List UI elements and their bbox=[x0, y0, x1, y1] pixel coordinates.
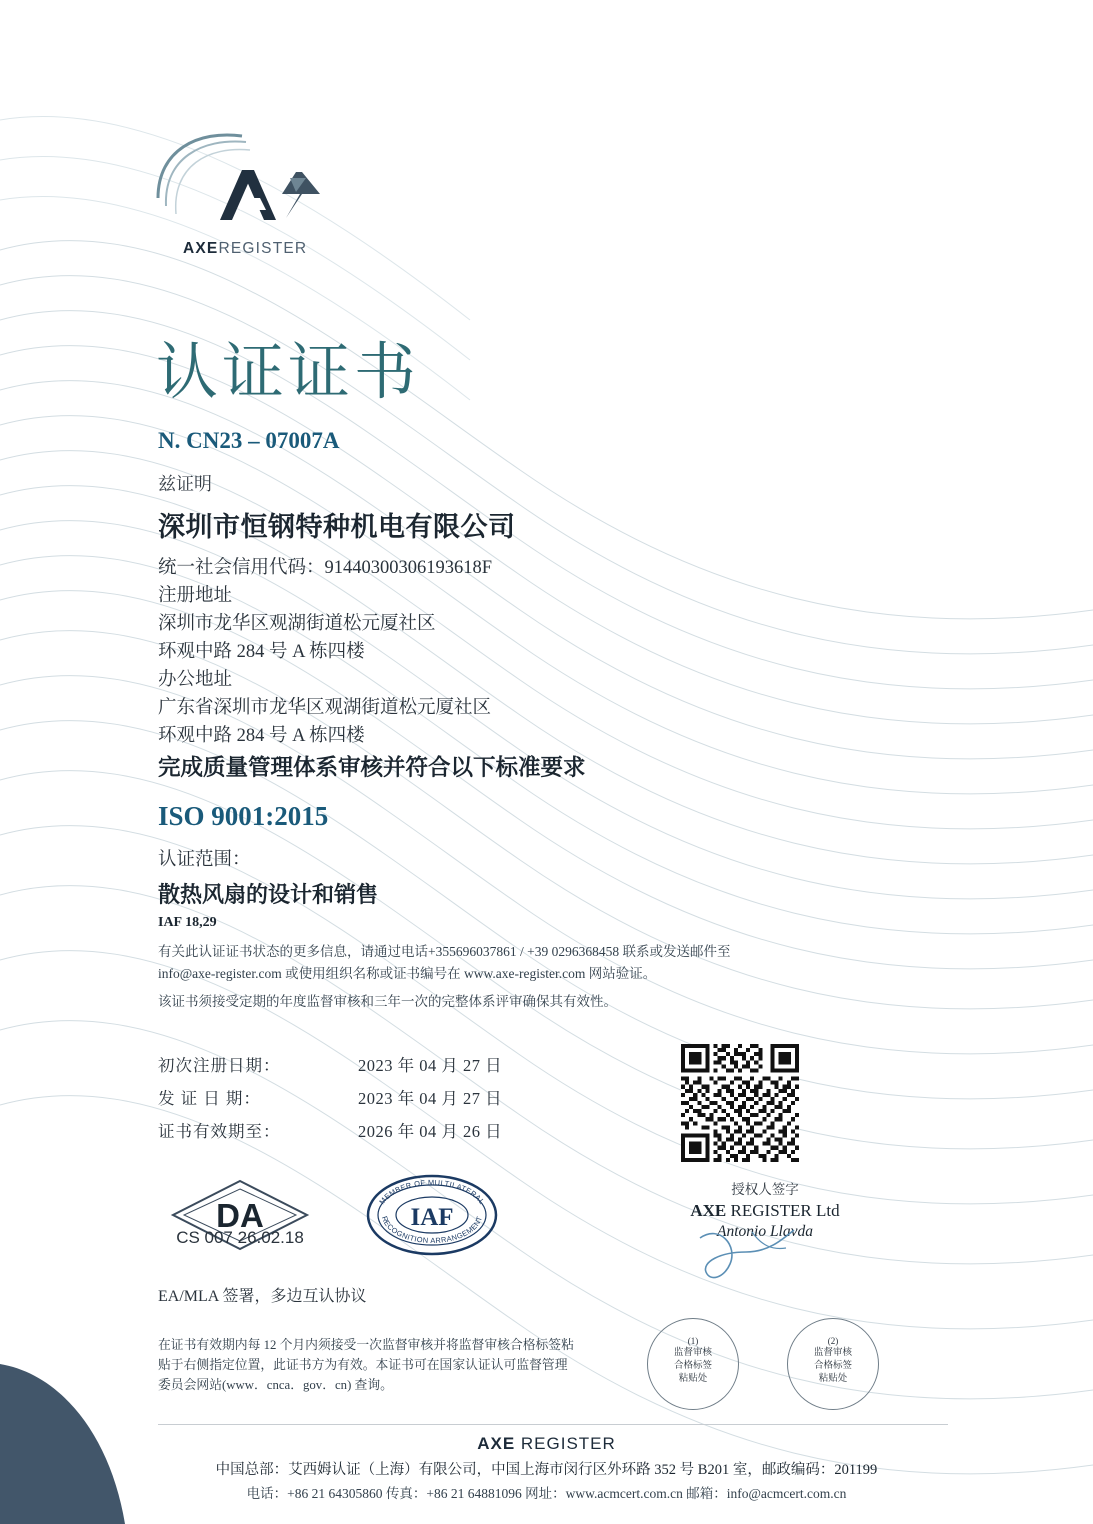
signature-label: 授权人签字 bbox=[731, 1182, 799, 1197]
footer-brand-bold: AXE bbox=[477, 1434, 516, 1453]
logo bbox=[150, 128, 340, 268]
date-label: 发 证 日 期： bbox=[158, 1089, 261, 1108]
svg-text:RECOGNITION ARRANGEMENT: RECOGNITION ARRANGEMENT bbox=[379, 1214, 484, 1246]
date-label: 初次注册日期： bbox=[158, 1056, 281, 1075]
da-code: CS 007 26.02.18 bbox=[176, 1228, 304, 1247]
ea-mla-text: EA/MLA 签署，多边互认协议 bbox=[158, 1288, 367, 1305]
sticker-line-2: 合格标签 bbox=[673, 1360, 712, 1371]
note-line-2: info@axe-register.com 或使用组织名称或证书编号在 www.axe-register.com 网站验证。 bbox=[158, 966, 657, 981]
iaf-codes: IAF 18,29 bbox=[158, 915, 217, 930]
dates-block bbox=[158, 1052, 502, 1151]
sticker-line-1: 监督审核 bbox=[673, 1348, 712, 1359]
svg-text:DA: DA bbox=[216, 1197, 264, 1234]
sticker-number: (2) bbox=[827, 1336, 839, 1346]
signature-company bbox=[640, 1201, 890, 1221]
date-value: 2023 年 04 月 27 日 bbox=[358, 1089, 503, 1108]
standard-headline: 完成质量管理体系审核并符合以下标准要求 bbox=[158, 755, 586, 780]
date-value: 2023 年 04 月 27 日 bbox=[358, 1056, 503, 1075]
sticker-line-3: 粘贴处 bbox=[818, 1373, 848, 1384]
bottom-note: 在证书有效期内每 12 个月内须接受一次监督审核并将监督审核合格标签粘贴于右侧指定位置，此证书方为有效。本证书可在国家认证认可监督管理委员会网站(www．cnca．gov．cn) 查询。 bbox=[158, 1338, 574, 1392]
sticker-line-3: 粘贴处 bbox=[678, 1373, 708, 1384]
hereby-label: 兹证明 bbox=[158, 474, 212, 494]
signatory-name: Antonio Llavda bbox=[716, 1223, 813, 1240]
surveillance-sticker-2 bbox=[787, 1318, 879, 1410]
footer bbox=[0, 1434, 1093, 1502]
registered-address-line-1: 深圳市龙华区观湖街道松元厦社区 bbox=[158, 614, 436, 634]
registered-address-line-2: 环观中路 284 号 A 栋四楼 bbox=[158, 642, 365, 662]
logo-wordmark bbox=[183, 240, 307, 258]
footer-address: 中国总部：艾西姆认证（上海）有限公司，中国上海市闵行区外环路 352 号 B201 室，邮政编码：201199 bbox=[215, 1462, 878, 1478]
office-address-label: 办公地址 bbox=[158, 670, 233, 690]
scope-value: 散热风扇的设计和销售 bbox=[158, 882, 379, 907]
date-label: 证书有效期至： bbox=[158, 1122, 281, 1141]
surveillance-sticker-1 bbox=[647, 1318, 739, 1410]
footer-contact: 电话：+86 21 64305860 传真：+86 21 64881096 网址：www.acmcert.com.cn 邮箱：info@acmcert.com.cn bbox=[246, 1486, 847, 1501]
signature-company-rest: REGISTER Ltd bbox=[726, 1201, 840, 1220]
office-address-line-1: 广东省深圳市龙华区观湖街道松元厦社区 bbox=[158, 698, 492, 718]
date-row bbox=[158, 1118, 502, 1142]
svg-text:IAF: IAF bbox=[410, 1204, 454, 1231]
company-name: 深圳市恒钢特种机电有限公司 bbox=[158, 512, 516, 542]
certificate-title: 认证证书 bbox=[156, 335, 421, 408]
footer-brand bbox=[0, 1434, 1093, 1454]
iaf-mla-icon bbox=[366, 1174, 498, 1256]
office-address-line-2: 环观中路 284 号 A 栋四楼 bbox=[158, 726, 365, 746]
signature-scribble-icon bbox=[690, 1228, 810, 1286]
logo-brand-light: REGISTER bbox=[218, 240, 308, 257]
logo-brand-bold: AXE bbox=[183, 240, 219, 257]
qr-code bbox=[681, 1044, 799, 1162]
svg-text:MEMBER OF MULTILATERAL: MEMBER OF MULTILATERAL bbox=[377, 1177, 487, 1207]
credit-code: 统一社会信用代码：91440300306193618F bbox=[158, 558, 493, 578]
standard-name: ISO 9001:2015 bbox=[158, 801, 329, 831]
note-line-3: 该证书须接受定期的年度监督审核和三年一次的完整体系评审确保其有效性。 bbox=[158, 994, 617, 1009]
signature-company-bold: AXE bbox=[690, 1201, 727, 1220]
note-line-1: 有关此认证证书状态的更多信息，请通过电话+355696037861 / +39 0296368458 联系或发送邮件至 bbox=[158, 944, 731, 959]
footer-divider bbox=[158, 1424, 948, 1425]
sticker-number: (1) bbox=[687, 1336, 699, 1346]
da-accreditation-icon bbox=[165, 1175, 315, 1270]
certificate-number: N. CN23 – 07007A bbox=[158, 428, 340, 453]
scope-label: 认证范围： bbox=[158, 850, 251, 870]
sticker-line-2: 合格标签 bbox=[813, 1360, 852, 1371]
date-value: 2026 年 04 月 26 日 bbox=[358, 1122, 503, 1141]
registered-address-label: 注册地址 bbox=[158, 586, 233, 606]
date-row bbox=[158, 1052, 502, 1076]
date-row bbox=[158, 1085, 502, 1109]
footer-brand-rest: REGISTER bbox=[515, 1434, 616, 1453]
sticker-line-1: 监督审核 bbox=[813, 1348, 852, 1359]
